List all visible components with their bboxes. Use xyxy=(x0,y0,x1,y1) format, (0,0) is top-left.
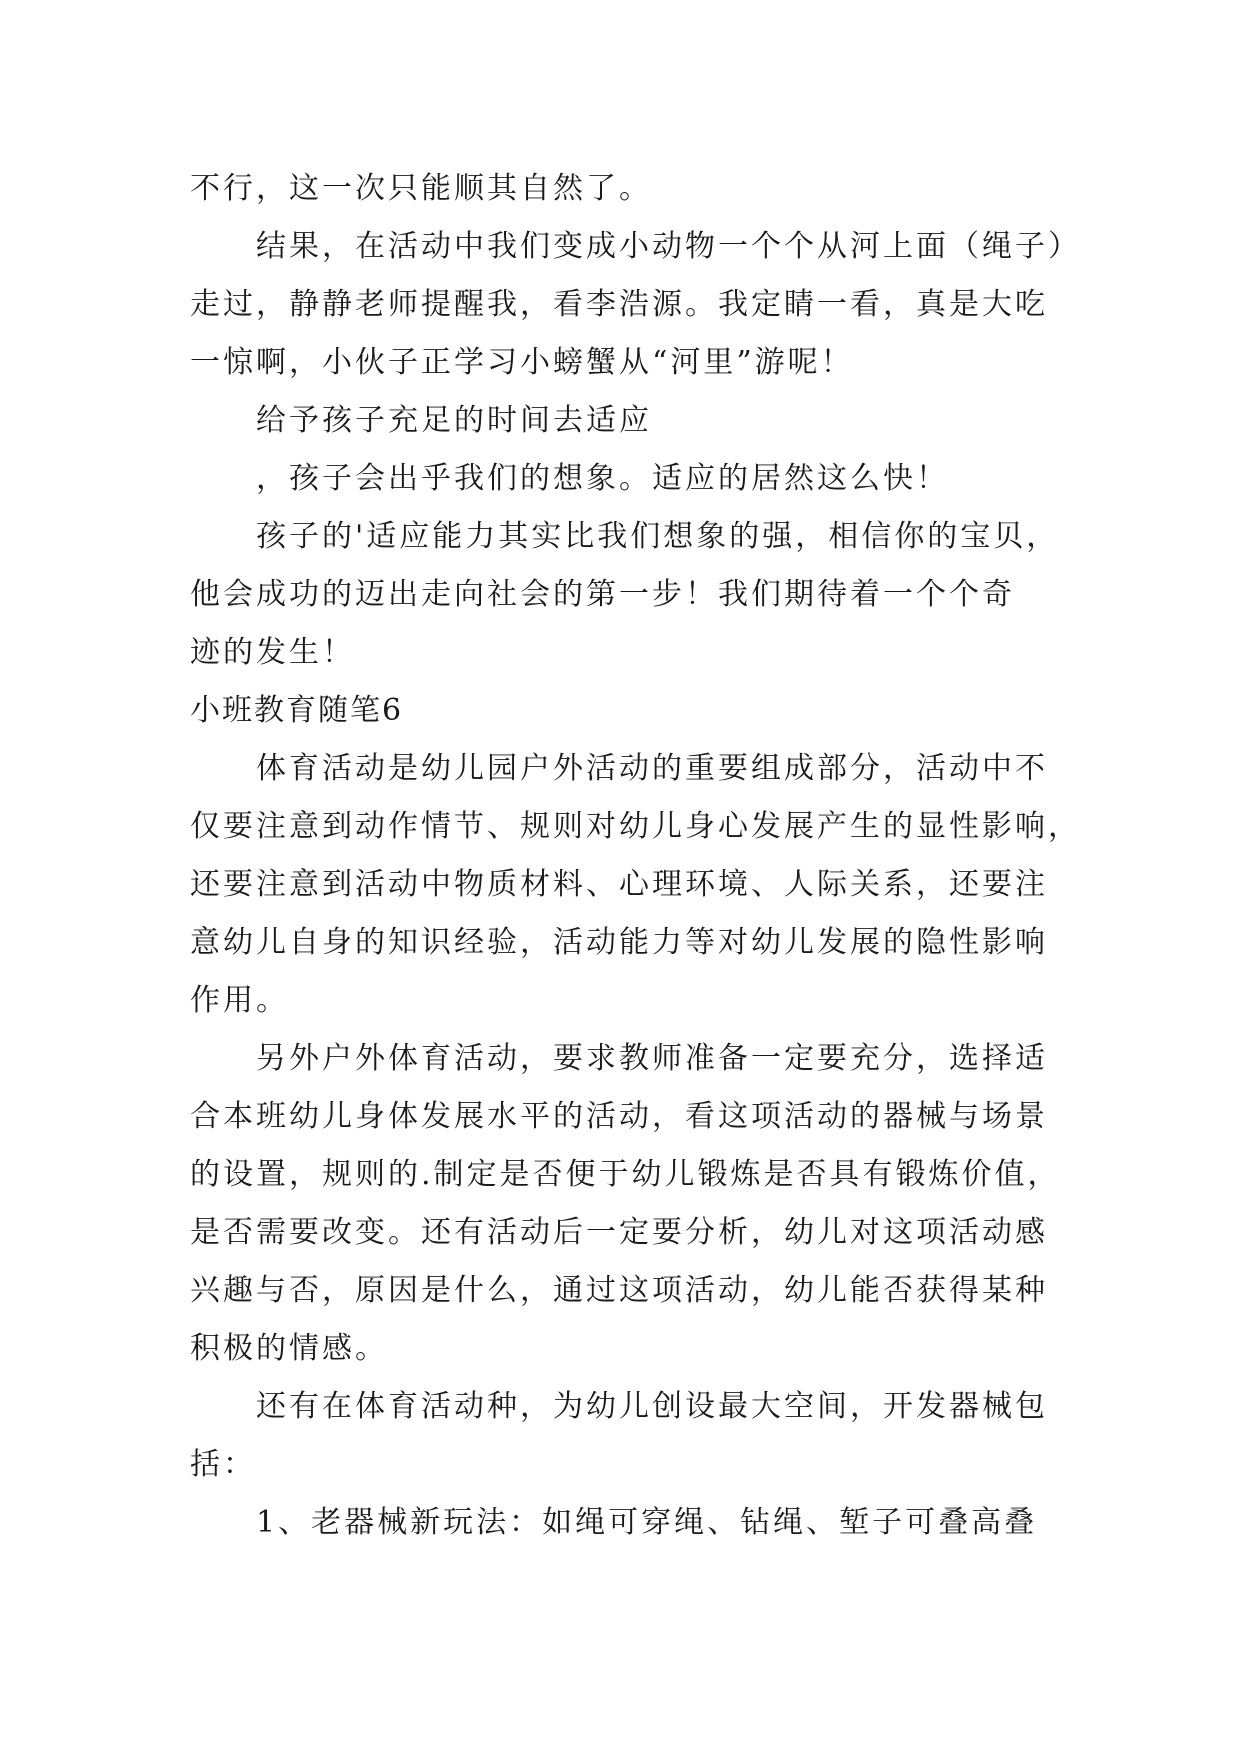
text-line: 迹的发生！ xyxy=(190,635,355,670)
text-line: 1、老器械新玩法：如绳可穿绳、钻绳、堑子可叠高叠 xyxy=(256,1505,1038,1540)
text-line: 的设置，规则的.制定是否便于幼儿锻炼是否具有锻炼价值， xyxy=(190,1157,1061,1192)
text-line: 还有在体育活动种，为幼儿创设最大空间，开发器械包 xyxy=(256,1389,1048,1424)
section-heading: 小班教育随笔6 xyxy=(190,693,404,728)
text-line: 合本班幼儿身体发展水平的活动，看这项活动的器械与场景 xyxy=(190,1099,1048,1134)
text-line: 是否需要改变。还有活动后一定要分析，幼儿对这项活动感 xyxy=(190,1215,1048,1250)
text-line: 不行，这一次只能顺其自然了。 xyxy=(190,171,652,206)
text-line: 积极的情感。 xyxy=(190,1331,388,1366)
text-line: 给予孩子充足的时间去适应 xyxy=(256,403,652,438)
text-line: ，孩子会出乎我们的想象。适应的居然这么快！ xyxy=(256,461,949,496)
text-line: 括： xyxy=(190,1447,256,1482)
text-line: 意幼儿自身的知识经验，活动能力等对幼儿发展的隐性影响 xyxy=(190,925,1048,960)
text-line: 一惊啊，小伙子正学习小螃蟹从“河里”游呢！ xyxy=(190,345,854,380)
document-body xyxy=(190,160,1081,1552)
text-line: 他会成功的迈出走向社会的第一步！我们期待着一个个奇 xyxy=(190,577,1015,612)
text-line: 作用。 xyxy=(190,983,289,1018)
text-line: 孩子的'适应能力其实比我们想象的强，相信你的宝贝， xyxy=(256,519,1060,554)
text-line: 还要注意到活动中物质材料、心理环境、人际关系，还要注 xyxy=(190,867,1048,902)
text-line: 仅要注意到动作情节、规则对幼儿身心发展产生的显性影响， xyxy=(190,809,1081,844)
text-line: 另外户外体育活动，要求教师准备一定要充分，选择适 xyxy=(256,1041,1048,1076)
text-line: 兴趣与否，原因是什么，通过这项活动，幼儿能否获得某种 xyxy=(190,1273,1048,1308)
text-line: 结果，在活动中我们变成小动物一个个从河上面（绳子） xyxy=(256,229,1081,264)
text-line: 体育活动是幼儿园户外活动的重要组成部分，活动中不 xyxy=(256,751,1048,786)
text-line: 走过，静静老师提醒我，看李浩源。我定睛一看，真是大吃 xyxy=(190,287,1048,322)
